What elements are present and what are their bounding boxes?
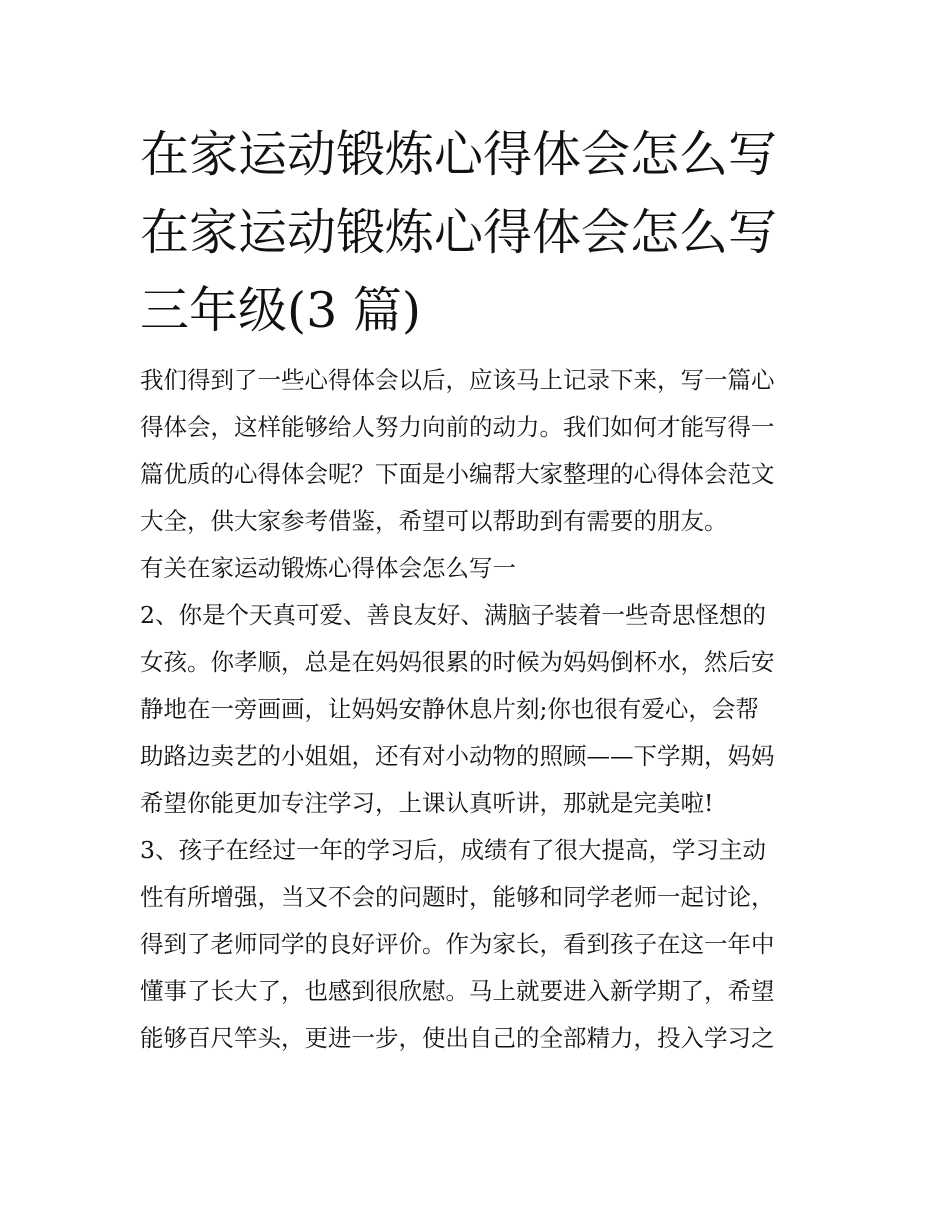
item2-line: 希望你能更加专注学习，上课认真听讲，那就是完美啦! [140, 789, 714, 817]
document-title [140, 116, 840, 350]
intro-line: 得体会，这样能够给人努力向前的动力。我们如何才能写得一 [140, 413, 775, 441]
section-heading: 有关在家运动锻炼心得体会怎么写一 [140, 554, 516, 582]
item2-line: 女孩。你孝顺，总是在妈妈很累的时候为妈妈倒杯水，然后安 [140, 648, 775, 676]
title-line: 三年级(3 篇) [140, 282, 421, 339]
document-body [140, 357, 820, 1062]
title-line: 在家运动锻炼心得体会怎么写 [140, 204, 778, 261]
item3-line: 能够百尺竿头，更进一步，使出自己的全部精力，投入学习之 [140, 1024, 775, 1052]
intro-line: 我们得到了一些心得体会以后，应该马上记录下来，写一篇心 [140, 366, 775, 394]
item3-line: 得到了老师同学的良好评价。作为家长，看到孩子在这一年中 [140, 930, 775, 958]
item3-line: 性有所增强，当又不会的问题时，能够和同学老师一起讨论， [140, 883, 775, 911]
item2-line: 助路边卖艺的小姐姐，还有对小动物的照顾——下学期，妈妈 [140, 742, 775, 770]
item3-line: 3、孩子在经过一年的学习后，成绩有了很大提高，学习主动 [140, 836, 766, 864]
intro-line: 大全，供大家参考借鉴，希望可以帮助到有需要的朋友。 [140, 507, 728, 535]
item2-line: 静地在一旁画画，让妈妈安静休息片刻;你也很有爱心，会帮 [140, 695, 759, 723]
item3-line: 懂事了长大了，也感到很欣慰。马上就要进入新学期了，希望 [140, 977, 775, 1005]
intro-line: 篇优质的心得体会呢？下面是小编帮大家整理的心得体会范文 [140, 460, 775, 488]
item2-line: 2、你是个天真可爱、善良友好、满脑子装着一些奇思怪想的 [140, 601, 766, 629]
title-line: 在家运动锻炼心得体会怎么写 [140, 126, 778, 183]
